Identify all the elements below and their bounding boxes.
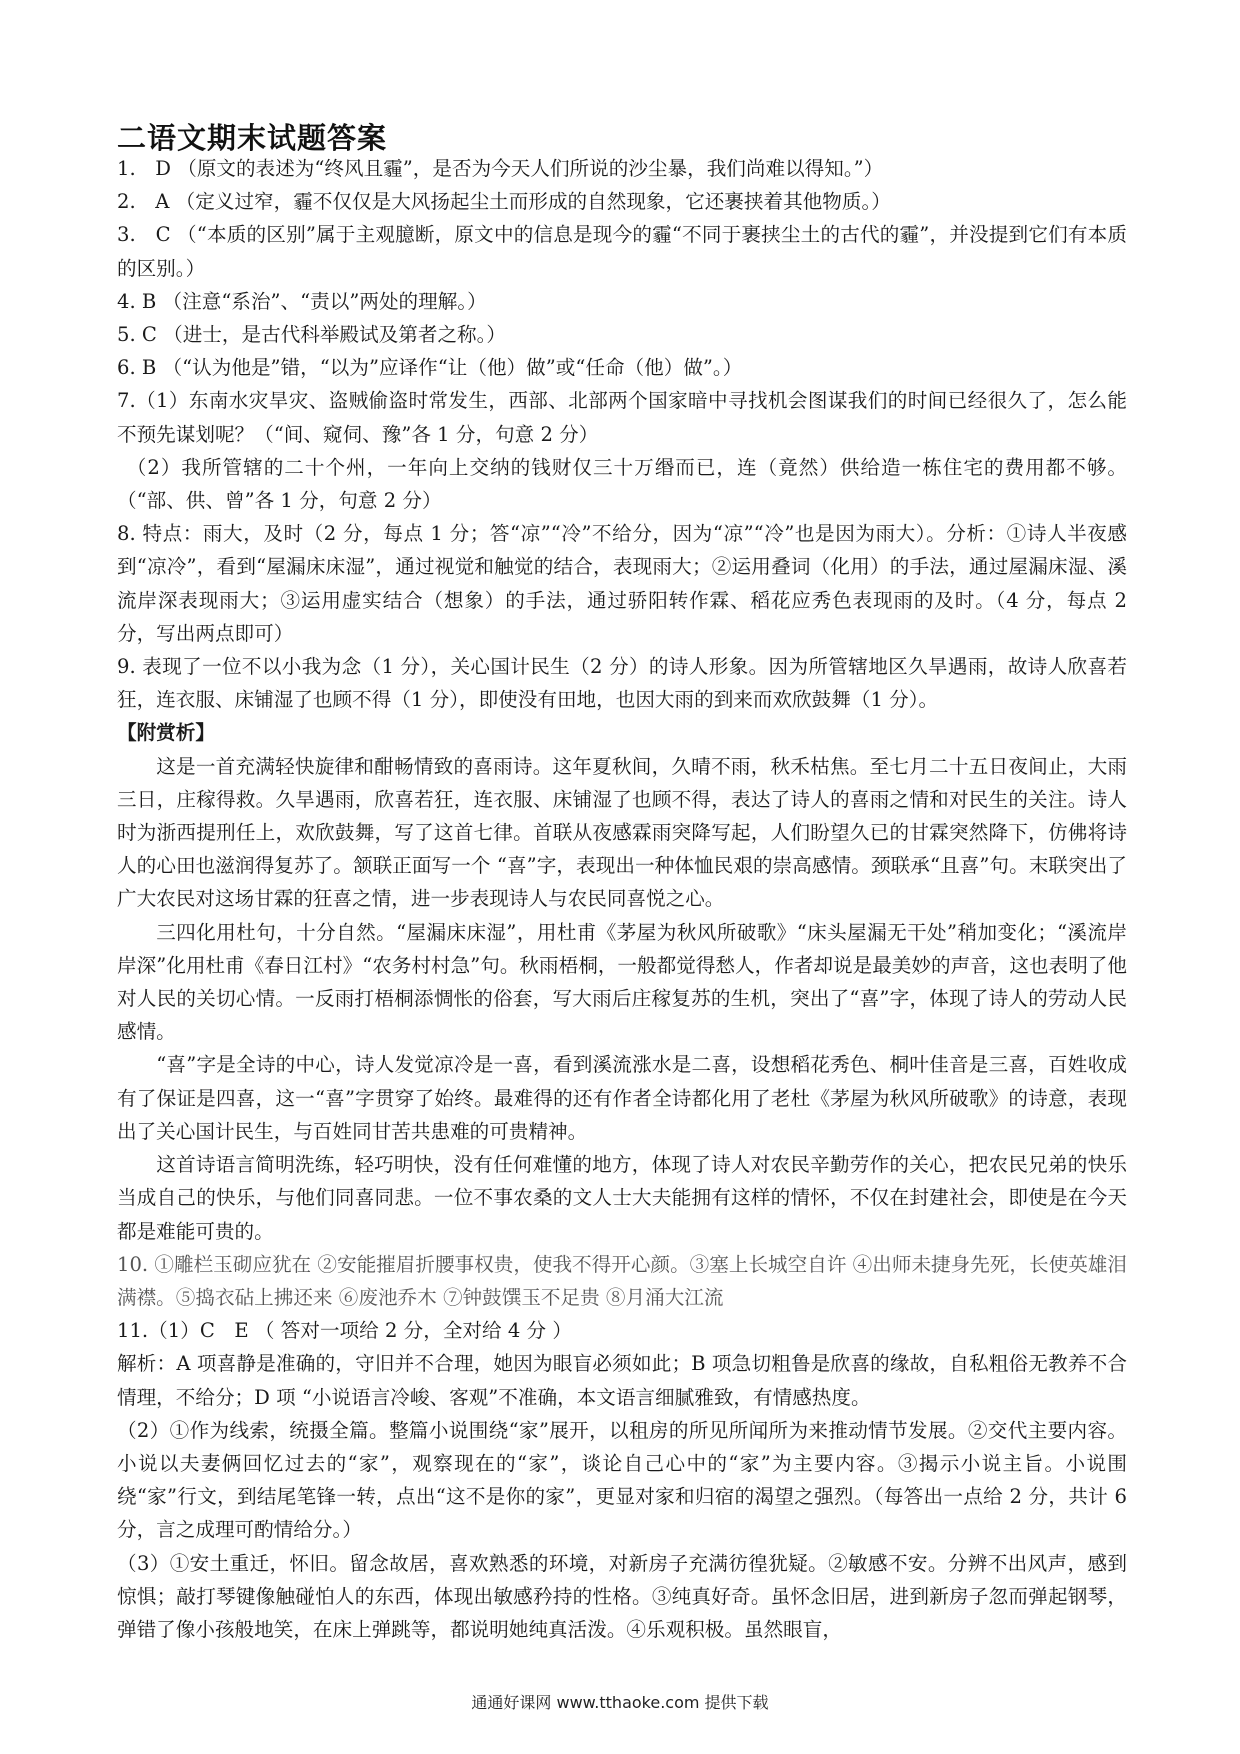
answer-11-1: 11.（1）C E （ 答对一项给 2 分，全对给 4 分 ） <box>117 1319 572 1343</box>
answer-9: 9. 表现了一位不以小我为念（1 分），关心国计民生（2 分）的诗人形象。因为所管辖地区久旱遇雨，故诗人欣喜若狂，连衣服、床铺湿了也顾不得（1 分），即使没有田地，也因大雨的到来而欢欣鼓舞（1 分）。 <box>117 655 1127 712</box>
appreciation-paragraph: 这首诗语言简明洗练，轻巧明快，没有任何难懂的地方，体现了诗人对农民辛勤劳作的关心，把农民兄弟的快乐当成自己的快乐，与他们同喜同悲。一位不事农桑的文人士大夫能拥有这样的情怀，不仅在封建社会，即使是在今天都是难能可贵的。 <box>117 1153 1127 1243</box>
appreciation-heading: 【附赏析】 <box>117 721 215 745</box>
answer-5: 5. C （进士，是古代科举殿试及第者之称。） <box>117 323 507 347</box>
appreciation-paragraph: “喜”字是全诗的中心，诗人发觉凉冷是一喜，看到溪流涨水是二喜，设想稻花秀色、桐叶佳音是三喜，百姓收成有了保证是四喜，这一“喜”字贯穿了始终。最难得的还有作者全诗都化用了老杜《茅屋为秋风所破歌》的诗意，表现出了关心国计民生，与百姓同甘苦共患难的可贵精神。 <box>117 1053 1127 1143</box>
appreciation-paragraph: 三四化用杜句，十分自然。“屋漏床床湿”，用杜甫《茅屋为秋风所破歌》“床头屋漏无干处”稍加变化；“溪流岸岸深”化用杜甫《春日江村》“农务村村急”句。秋雨梧桐，一般都觉得愁人，作者却说是最美妙的声音，这也表明了他对人民的关切心情。一反雨打梧桐添惆怅的俗套，写大雨后庄稼复苏的生机，突出了“喜”字，体现了诗人的劳动人民感情。 <box>117 920 1127 1044</box>
document-title: 二语文期末试题答案 <box>117 121 388 155</box>
answer-11-3: （3）①安土重迁，怀旧。留念故居，喜欢熟悉的环境，对新房子充满彷徨犹疑。②敏感不安。分辨不出风声，感到惊惧；敲打琴键像触碰怕人的东西，体现出敏感矜持的性格。③纯真好奇。虽怀念旧居，进到新房子忽而弹起钢琴，弹错了像小孩般地笑，在床上弹跳等，都说明她纯真活泼。④乐观积极。虽然眼盲， <box>117 1551 1127 1641</box>
answer-2: 2. A （定义过窄，霾不仅仅是大风扬起尘土而形成的自然现象，它还裹挟着其他物质。） <box>117 190 891 214</box>
answer-4: 4. B （注意“系治”、“责以”两处的理解。） <box>117 289 487 313</box>
answer-7-1: 7.（1）东南水灾旱灾、盗贼偷盗时常发生，西部、北部两个国家暗中寻找机会图谋我们的时间已经很久了，怎么能不预先谋划呢？（“间、窥伺、豫”各 1 分，句意 2 分） <box>117 389 1127 446</box>
answer-6: 6. B （“认为他是”错，“以为”应译作“让（他）做”或“任命（他）做”。） <box>117 356 743 380</box>
answer-10: 10. ①雕栏玉砌应犹在 ②安能摧眉折腰事权贵，使我不得开心颜。③塞上长城空自许 ④出师未捷身先死，长使英雄泪满襟。⑤捣衣砧上拂还来 ⑥废池乔木 ⑦钟鼓馔玉不足贵 ⑧月涌大江流 <box>117 1252 1127 1309</box>
answer-7-2: （2）我所管辖的二十个州，一年向上交纳的钱财仅三十万缗而已，连（竟然）供给造一栋住宅的费用都不够。（“部、供、曾”各 1 分，句意 2 分） <box>117 455 1127 513</box>
answer-3: 3. C （“本质的区别”属于主观臆断，原文中的信息是现今的霾“不同于裹挟尘土的古代的霾”，并没提到它们有本质的区别。） <box>117 223 1127 280</box>
appreciation-paragraph: 这是一首充满轻快旋律和酣畅情致的喜雨诗。这年夏秋间，久晴不雨，秋禾枯焦。至七月二十五日夜间止，大雨三日，庄稼得救。久旱遇雨，欣喜若狂，连衣服、床铺湿了也顾不得，表达了诗人的喜雨之情和对民生的关注。诗人时为浙西提刑任上，欢欣鼓舞，写了这首七律。首联从夜感霖雨突降写起，人们盼望久已的甘霖突然降下，仿佛将诗人的心田也滋润得复苏了。颔联正面写一个 “喜”字，表现出一种体恤民艰的崇高感情。颈联承“且喜”句。末联突出了广大农民对这场甘霖的狂喜之情，进一步表现诗人与农民同喜悦之心。 <box>117 754 1127 911</box>
answer-11-analysis: 解析：A 项喜静是准确的，守旧并不合理，她因为眼盲必须如此；B 项急切粗鲁是欣喜的缘故，自私粗俗无教养不合情理，不给分；D 项 “小说语言冷峻、客观”不准确，本文语言细腻雅致，有情感热度。 <box>117 1352 1127 1409</box>
download-footer: 通通好课网 www.tthaoke.com 提供下载 <box>471 1693 769 1712</box>
document-body <box>117 152 1127 1646</box>
answer-11-2: （2）①作为线索，统摄全篇。整篇小说围绕“家”展开，以租房的所见所闻所为来推动情节发展。②交代主要内容。小说以夫妻俩回忆过去的“家”，观察现在的“家”，谈论自己心中的“家”为主要内容。③揭示小说主旨。小说围绕“家”行文，到结尾笔锋一转，点出“这不是你的家”，更显对家和归宿的渴望之强烈。（每答出一点给 2 分，共计 6 分，言之成理可酌情给分。） <box>117 1418 1127 1542</box>
answer-8: 8. 特点：雨大，及时（2 分，每点 1 分；答“凉”“冷”不给分，因为“凉”“冷”也是因为雨大）。分析：①诗人半夜感到“凉冷”，看到“屋漏床床湿”，通过视觉和触觉的结合，表现雨大；②运用叠词（化用）的手法，通过屋漏床湿、溪流岸深表现雨大；③运用虚实结合（想象）的手法，通过骄阳转作霖、稻花应秀色表现雨的及时。（4 分，每点 2 分，写出两点即可） <box>117 522 1127 645</box>
answer-1: 1. D （原文的表述为“终风且霾”，是否为今天人们所说的沙尘暴，我们尚难以得知。”） <box>117 157 884 180</box>
